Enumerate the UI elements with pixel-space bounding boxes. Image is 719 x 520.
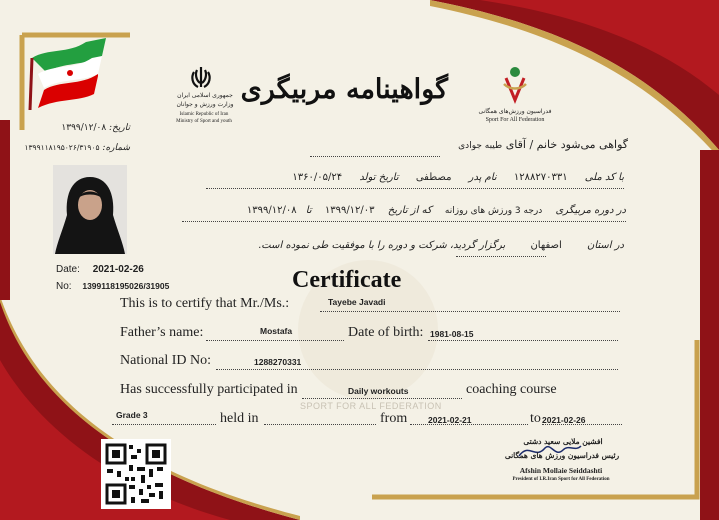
en-participated-label: Has successfully participated in [120,382,298,397]
fa-date-row [40,123,130,133]
fa-number-label: شماره: [102,143,130,153]
fa-birth-label: تاریخ تولد [359,172,399,183]
en-date-value: 2021-02-26 [92,264,144,275]
en-no-row [56,281,169,292]
en-grade-dots [112,424,216,425]
federation-en: Sport For All Federation [485,117,545,123]
iran-flag-icon [28,36,110,110]
fa-nid-label: با کد ملی [584,172,624,183]
en-name-value: Tayebe Javadi [328,297,386,307]
en-to-value: 2021-02-26 [542,415,586,425]
fa-to-value: ۱۳۹۹/۱۲/۰۸ [246,205,297,216]
fa-line-3 [182,205,626,216]
fa-full-name: طیبه جوادی [458,141,503,151]
person-photo-icon [53,165,127,254]
en-held-label: held in [220,411,259,426]
signature-name-fa: افشین ملایی سعید دشتی [523,437,603,446]
federation-logo-icon [500,64,530,104]
fa-birth-value: ۱۳۶۰/۰۵/۲۴ [292,172,343,183]
ministry-emblem-icon [188,64,214,90]
en-date-row [56,264,144,275]
qr-code-icon [101,439,171,509]
fa-province-label: در استان [586,240,624,251]
en-held-dots [264,424,376,425]
en-grade-value: Grade 3 [116,410,148,420]
photo [53,165,127,254]
fa-number-row [24,143,130,153]
fa-line-2 [206,172,624,183]
federation-fa: فدراسیون ورزش‌های همگانی [478,108,552,115]
fa-certify-prefix: گواهی می‌شود خانم / آقای [505,138,628,151]
fa-line-1-dots [310,156,440,157]
en-course-dots [302,398,462,399]
persian-title: گواهینامه مربیگری [240,74,448,105]
en-nid-dots [216,369,618,370]
en-dob-label: Date of birth: [348,325,424,340]
fa-course-prefix: در دوره مربیگری [555,205,626,216]
fa-line-3-dots [182,221,626,222]
en-from-dots [410,424,528,425]
en-dob-dots [428,340,618,341]
en-to-label: to [530,411,541,426]
fa-from-value: ۱۳۹۹/۱۲/۰۳ [324,205,375,216]
en-no-value: 1399118195026/31905 [82,281,170,291]
en-no-label: No: [56,281,72,292]
en-from-label: from [380,411,408,426]
fa-line-2-dots [206,188,624,189]
en-nid-value: 1288270331 [254,357,302,367]
fa-father-label: نام پدر [468,172,497,183]
fa-line-4 [240,240,624,251]
fa-province-value: اصفهان [530,240,562,251]
fa-date-value: ۱۳۹۹/۱۲/۰۸ [61,123,107,133]
qr-code [101,439,171,509]
en-course-value: Daily workouts [348,386,409,396]
en-name-dots [320,311,620,312]
en-to-dots [542,424,622,425]
signature-title-en: President of I.R.Iran Sport for All Federation [512,477,610,482]
ministry-fa-line2: وزارت ورزش و جوانان [176,101,234,108]
fa-line-1 [300,138,628,151]
ministry-fa-line1: جمهوری اسلامی ایران [177,92,233,99]
watermark: SPORT FOR ALL FEDERATION [300,401,442,411]
fa-line-4-dots [456,256,546,257]
en-dob-value: 1981-08-15 [430,329,474,339]
en-date-label: Date: [56,264,80,275]
ministry-en-line1: Islamic Republic of Iran [179,112,229,117]
signature-title-fa: رئیس فدراسیون ورزش های همگانی [504,451,620,460]
signature-name-en: Afshin Mollaie Seiddashti [519,466,603,475]
en-nid-label: National ID No: [120,353,211,368]
fa-completion: برگزار گردید، شرکت و دوره را با موفقیت طی نموده است. [258,240,506,251]
en-certify-label: This is to certify that Mr./Ms.: [120,296,290,311]
fa-from-label: که از تاریخ [387,205,432,216]
en-father-value: Mostafa [260,326,293,336]
fa-date-label: تاریخ: [109,123,130,133]
fa-number-value: ۱۳۹۹۱۱۸۱۹۵۰۲۶/۳۱۹۰۵ [24,143,100,152]
en-coaching-label: coaching course [466,382,557,397]
ministry-en-line2: Ministry of Sport and youth [176,119,232,124]
en-from-value: 2021-02-21 [428,415,472,425]
fa-father-value: مصطفی [415,172,452,183]
fa-course-name: درجه 3 ورزش های روزانه [444,206,543,216]
en-father-label: Father’s name: [120,325,204,340]
en-father-dots [206,340,344,341]
fa-nid-value: ۱۲۸۸۲۷۰۳۳۱ [513,172,568,183]
fa-to-label: تا [305,205,312,216]
english-title: Certificate [292,267,402,293]
